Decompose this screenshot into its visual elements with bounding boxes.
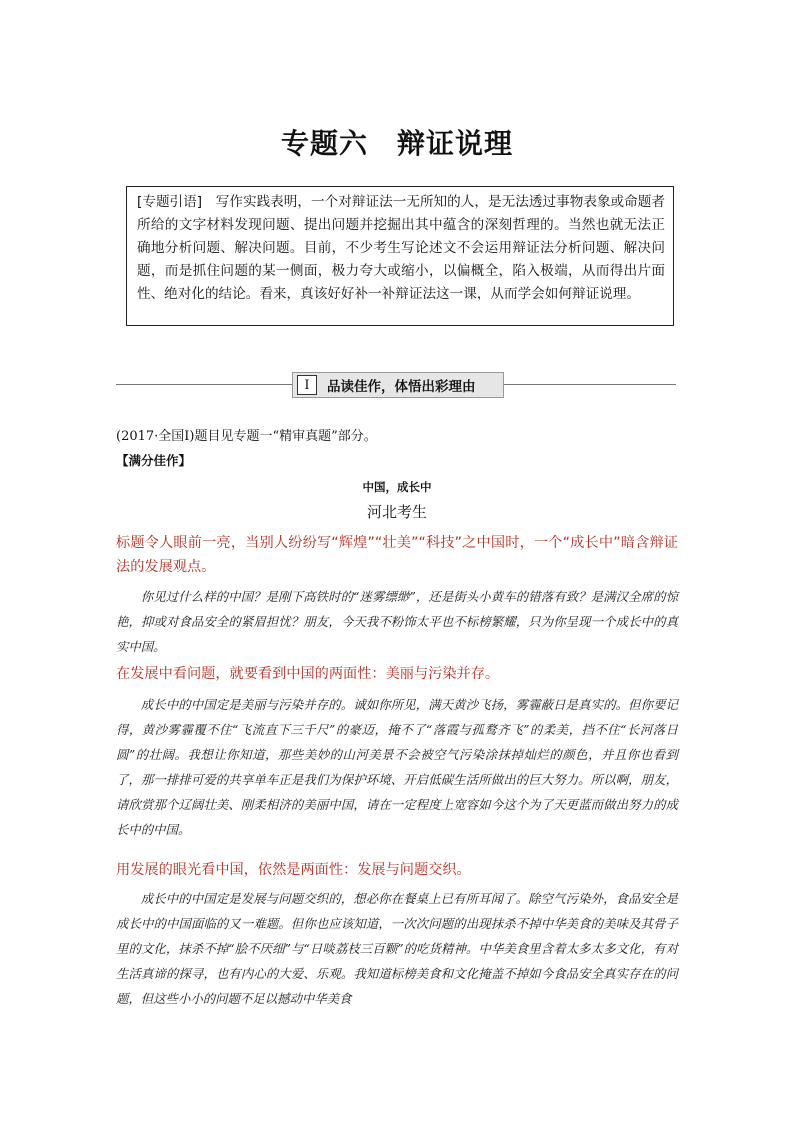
intro-text: [专题引语] 写作实践表明，一个对辩证法一无所知的人，是无法透过事物表象或命题者所给的文字材料发现问题、提出问题并挖掘出其中蕴含的深刻哲理的。当然也就无法正确地分析问题、解决问题。目前，不少考生写论述文不会运用辩证法分析问题、解决问题，而是抓住问题的某一侧面，极力夸大或缩小，以偏概全，陷入极端，从而得出片面性、绝对化的结论。看来，真该好好补一补辩证法这一课，从而学会如何辩证说理。 — [137, 194, 665, 302]
section-title: 品读佳作，体悟出彩理由 — [327, 379, 476, 395]
section-rule-left — [116, 384, 292, 385]
section-number: Ⅰ — [297, 375, 317, 395]
comment-1: 标题令人眼前一亮，当别人纷纷写“辉煌”“壮美”“科技”之中国时，一个“成长中”暗含辩证法的发展观点。 — [116, 535, 678, 575]
essay-paragraph-3: 成长中的中国定是发展与问题交织的，想必你在餐桌上已有所耳闻了。除空气污染外，食品安全是成长中的中国面临的又一难题。但你也应该知道，一次次问题的出现抹杀不掉中华美食的美味及其骨子里的文化，抹杀不掉“脍不厌细”与“日啖荔枝三百颗”的吃货精神。中华美食里含着太多太多文化，有对生活真谛的探寻，也有内心的大爱、乐观。我知道标榜美食和文化掩盖不掉如今食品安全真实存在的问题，但这些小小的问题不足以撼动中华美食 — [116, 891, 678, 1006]
essay-title: 中国，成长中 — [362, 480, 432, 494]
section-header — [116, 372, 676, 398]
essay-tag: 【满分佳作】 — [116, 453, 192, 468]
section-label-box — [292, 372, 504, 398]
essay-paragraph-1: 你见过什么样的中国？是刚下高铁时的“迷雾缥缈”，还是街头小黄车的错落有致？是满汉全席的惊艳，抑或对食品安全的紧眉担忧？朋友，今天我不粉饰太平也不标榜繁耀，只为你呈现一个成长中的真实中国。 — [116, 589, 678, 654]
comment-3: 用发展的眼光看中国，依然是两面性：发展与问题交织。 — [116, 862, 471, 878]
page-title: 专题六 辩证说理 — [280, 127, 513, 160]
essay-paragraph-2: 成长中的中国定是美丽与污染并存的。诚如你所见，满天黄沙飞扬，雾霾蔽日是真实的。但你要记得，黄沙雾霾覆不住“飞流直下三千尺”的豪迈，掩不了“落霞与孤鹜齐飞”的柔美，挡不住“长河落日圆”的壮阔。我想让你知道，那些美妙的山河美景不会被空气污染涂抹掉灿烂的颜色，并且你也看到了，那一排排可爱的共享单车正是我们为保护环境、开启低碳生活所做出的巨大努力。所以啊，朋友，请欣赏那个辽阔壮美、刚柔相济的美丽中国，请在一定程度上宽容如今这个为了天更蓝而做出努力的成长中的中国。 — [116, 697, 678, 837]
comment-2: 在发展中看问题，就要看到中国的两面性：美丽与污染并存。 — [116, 666, 500, 682]
section-rule-right — [504, 384, 676, 385]
intro-box — [126, 186, 674, 326]
essay-author: 河北考生 — [366, 503, 427, 521]
source-line: (2017·全国Ⅰ)题目见专题一“精审真题”部分。 — [116, 429, 377, 444]
